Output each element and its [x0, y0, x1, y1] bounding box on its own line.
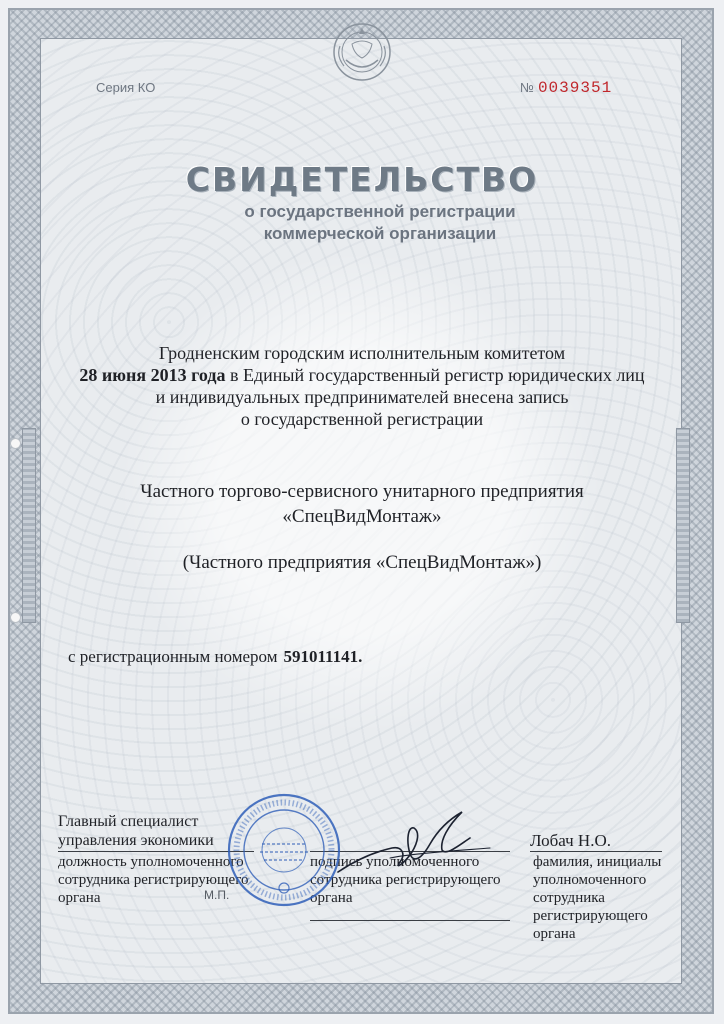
name-underline — [530, 851, 662, 852]
caption-signature-2: сотрудника регистрирующего — [310, 872, 501, 888]
caption-name — [533, 853, 661, 943]
official-position — [58, 812, 214, 850]
caption-name-3: сотрудника — [533, 890, 605, 906]
state-emblem-icon — [330, 20, 394, 84]
registration-line-1: Гродненским городским исполнительным комитетом — [158, 343, 566, 363]
punch-hole-bottom — [10, 612, 21, 623]
official-seal-icon — [226, 792, 342, 908]
number-value: 0039351 — [537, 79, 613, 97]
number-sign: № — [520, 80, 534, 95]
caption-name-2: уполномоченного — [533, 872, 647, 888]
registration-date: 28 июня 2013 года — [79, 365, 226, 385]
caption-signature-3: органа — [310, 890, 353, 906]
subtitle-line-1: о государственной регистрации — [244, 202, 516, 221]
caption-position-2: сотрудника регистрирующего — [58, 872, 249, 888]
company-short-name: (Частного предприятия «СпецВидМонтаж») — [182, 552, 542, 573]
official-name: Лобач Н.О. — [530, 831, 611, 850]
company-full-line-1: Частного торгово-сервисного унитарного предприятия — [140, 481, 584, 502]
registration-number-line — [68, 647, 362, 667]
certificate-number — [520, 79, 612, 97]
registration-line-3: и индивидуальных предпринимателей внесена запись — [155, 387, 569, 407]
registration-text — [0, 342, 724, 430]
company-full-line-2: «СпецВидМонтаж» — [282, 506, 442, 527]
registration-number-label: с регистрационным номером — [68, 647, 278, 666]
signature-bottom-rule — [310, 920, 510, 921]
position-line-1: Главный специалист — [58, 813, 199, 830]
registration-number-value: 591011141. — [283, 647, 363, 666]
registration-line-2-rest: в Единый государственный регистр юридических лиц — [225, 365, 645, 385]
company-full-name — [0, 479, 724, 529]
caption-name-4: регистрирующего — [533, 908, 648, 924]
punch-hole-top — [10, 438, 21, 449]
caption-position-3: органа — [58, 890, 101, 906]
subtitle-line-2: коммерческой организации — [263, 224, 497, 243]
series-label: Серия КО — [96, 80, 156, 95]
caption-signature-1: подпись уполномоченного — [310, 854, 480, 870]
position-line-2: управления экономики — [58, 832, 214, 849]
registration-line-2 — [0, 364, 724, 386]
handwritten-signature — [330, 794, 530, 894]
seal-place-label: М.П. — [204, 888, 230, 902]
position-underline — [58, 851, 254, 852]
caption-position-1: должность уполномоченного — [58, 854, 244, 870]
document-title: СВИДЕТЕЛЬСТВО — [185, 160, 539, 199]
caption-name-1: фамилия, инициалы — [533, 854, 662, 870]
caption-name-5: органа — [533, 926, 576, 942]
registration-line-4: о государственной регистрации — [240, 409, 484, 429]
